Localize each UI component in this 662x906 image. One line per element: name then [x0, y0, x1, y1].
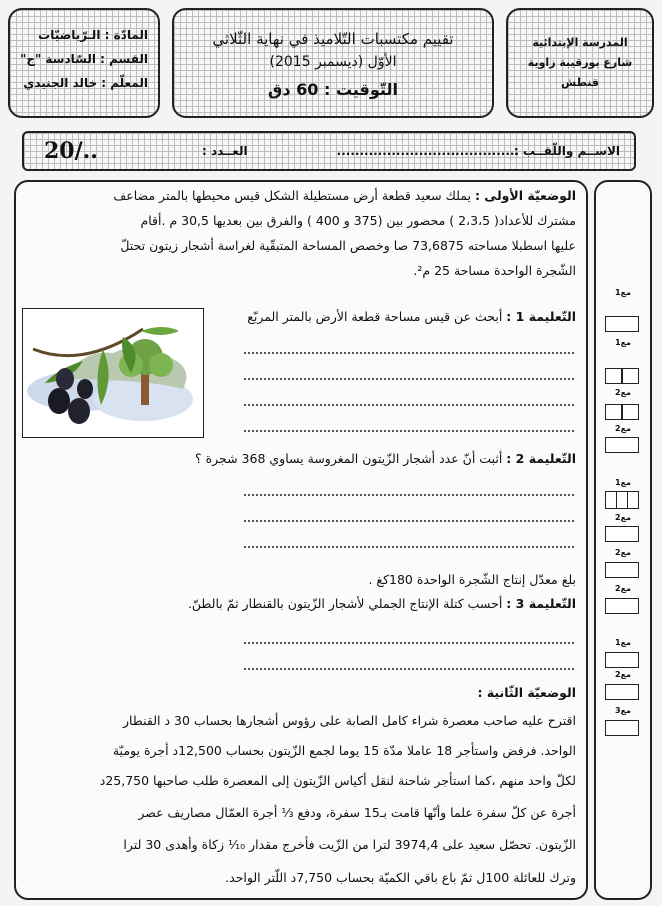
- situation2-line1: اقترح عليه صاحب معصرة شراء كامل الصابة على رؤوس أشجارها بحساب 30 د القنطار: [123, 713, 576, 728]
- task3-label: التّعليمة 3 :: [506, 596, 576, 611]
- student-name-label: الاســم واللّقــب :: [513, 144, 620, 158]
- situation1-heading: الوضعيّة الأولى :: [474, 188, 576, 203]
- situation2-line2: الواحد. فرفض واستأجر 18 عاملا مدّة 15 يوما لجمع الزّيتون بحساب 12,500د أجرة يوميّة: [112, 743, 576, 758]
- task3-text: أحسب كتلة الإنتاج الجملي لأشجار الزّيتون بالقنطار ثمّ بالطنّ.: [187, 596, 503, 611]
- name-fill-dots: ........................................: [336, 144, 519, 158]
- exam-title-box: [172, 8, 494, 118]
- school-box: [506, 8, 654, 118]
- exam-content: [14, 180, 588, 900]
- situation2-line5: الزّيتون. تحصّل سعيد على 3974,4 لترا من الزّيت فأخرج مقدار ¹⁄₁₀ زكاة وأهدى 30 لترا: [123, 837, 576, 852]
- criterion-label: مع1: [615, 338, 631, 347]
- task2-line: [195, 451, 576, 466]
- situation1-line3: عليها اسطبلا مساحته 73,6875 صا وخصص المساحة المتبقّية لغراسة أشجار زيتون تحتلّ: [120, 238, 576, 253]
- criterion-label: مع3: [615, 706, 631, 715]
- task1-label: التّعليمة 1 :: [506, 309, 576, 324]
- criterion-label: مع2: [615, 388, 631, 397]
- school-line1: المدرسة الإبتدائية: [532, 36, 628, 49]
- situation2-line4: أجرة عن كلّ سفرة علما وأنّها قامت بـ15 سفرة، ودفع ⅓ أجرة العمّال مصاريف عصر: [138, 805, 576, 820]
- exam-title-line2: الأوّل (ديسمبر 2015): [269, 54, 397, 70]
- answer-line[interactable]: [244, 494, 574, 496]
- mark-box[interactable]: [605, 437, 639, 453]
- task3-line: [188, 596, 576, 611]
- situation1-line1: [113, 188, 576, 203]
- task2-text: أثبت أنّ عدد أشجار الزّيتون المغروسة يساوي 368 شجرة ؟: [194, 451, 503, 466]
- criterion-label: مع1: [615, 478, 631, 487]
- mark-box[interactable]: [622, 368, 639, 384]
- situation1-text-1: يملك سعيد قطعة أرض مستطيلة الشكل قيس محيطها بالمتر مضاعف: [113, 188, 471, 203]
- class-label: القسم : السّادسة "ج": [20, 52, 148, 66]
- production-note: بلغ معدّل إنتاج الشّجرة الواحدة 180كغ .: [368, 572, 576, 587]
- criterion-label: مع2: [615, 670, 631, 679]
- teacher-label: المعلّم : خالد الجنيدي: [23, 76, 148, 90]
- mark-box[interactable]: [605, 526, 639, 542]
- answer-line[interactable]: [244, 642, 574, 644]
- mark-box[interactable]: [622, 404, 639, 420]
- mark-box[interactable]: [605, 720, 639, 736]
- score-field[interactable]: 20/..: [44, 138, 98, 164]
- criterion-label: مع2: [615, 513, 631, 522]
- task1-line: [247, 309, 576, 324]
- criteria-column: [594, 180, 652, 900]
- school-line3: قنطش: [561, 76, 599, 89]
- criterion-label: مع1: [615, 288, 631, 297]
- criterion-label: مع1: [615, 638, 631, 647]
- mark-box[interactable]: [605, 652, 639, 668]
- name-bar: [22, 131, 636, 171]
- mark-box[interactable]: [605, 562, 639, 578]
- situation1-line2: مشترك للأعداد( 2،3،5 ) محصور بين (375 و 400 ) والفرق بين بعديها 30,5 م .أقام: [140, 213, 576, 228]
- mark-box[interactable]: [605, 598, 639, 614]
- grade-label: العــدد :: [202, 144, 248, 158]
- answer-line[interactable]: [244, 352, 574, 354]
- answer-line[interactable]: [244, 546, 574, 548]
- answer-line[interactable]: [244, 520, 574, 522]
- school-line2: شارع بورقيبة زاوية: [527, 56, 633, 69]
- criterion-label: مع2: [615, 584, 631, 593]
- criterion-label: مع2: [615, 424, 631, 433]
- answer-line[interactable]: [244, 378, 574, 380]
- situation2-line6: وترك للعائلة 100ل ثمّ باع باقي الكميّة بحساب 7,750د اللّتر الواحد.: [225, 870, 576, 885]
- situation1-line4: الشّجرة الواحدة مساحة 25 م².: [413, 263, 576, 278]
- mark-box[interactable]: [627, 491, 639, 509]
- subject-info-box: [8, 8, 160, 118]
- task1-text: أبحث عن قيس مساحة قطعة الأرض بالمتر المربّع: [247, 309, 503, 324]
- situation2-line3: لكلّ واحد منهم ،كما استأجر شاحنة لنقل أكياس الزّيتون إلى المعصرة طلب صاحبها 25,750د: [99, 773, 576, 788]
- exam-title-line1: تقييم مكتسبات التّلاميذ في نهاية الثّلاثي: [212, 30, 454, 48]
- task2-label: التّعليمة 2 :: [506, 451, 576, 466]
- mark-box[interactable]: [605, 684, 639, 700]
- subject-label: المادّة : الـرّياضيّات: [38, 28, 148, 42]
- answer-line[interactable]: [244, 668, 574, 670]
- olive-branch-image: [22, 308, 204, 438]
- criterion-label: مع2: [615, 548, 631, 557]
- situation2-heading: الوضعيّة الثّانية :: [477, 685, 576, 700]
- exam-duration: التّوقيت : 60 دق: [268, 80, 398, 99]
- mark-box[interactable]: [605, 316, 639, 332]
- answer-line[interactable]: [244, 404, 574, 406]
- mark-box[interactable]: [605, 368, 622, 384]
- mark-box[interactable]: [605, 404, 622, 420]
- answer-line[interactable]: [244, 430, 574, 432]
